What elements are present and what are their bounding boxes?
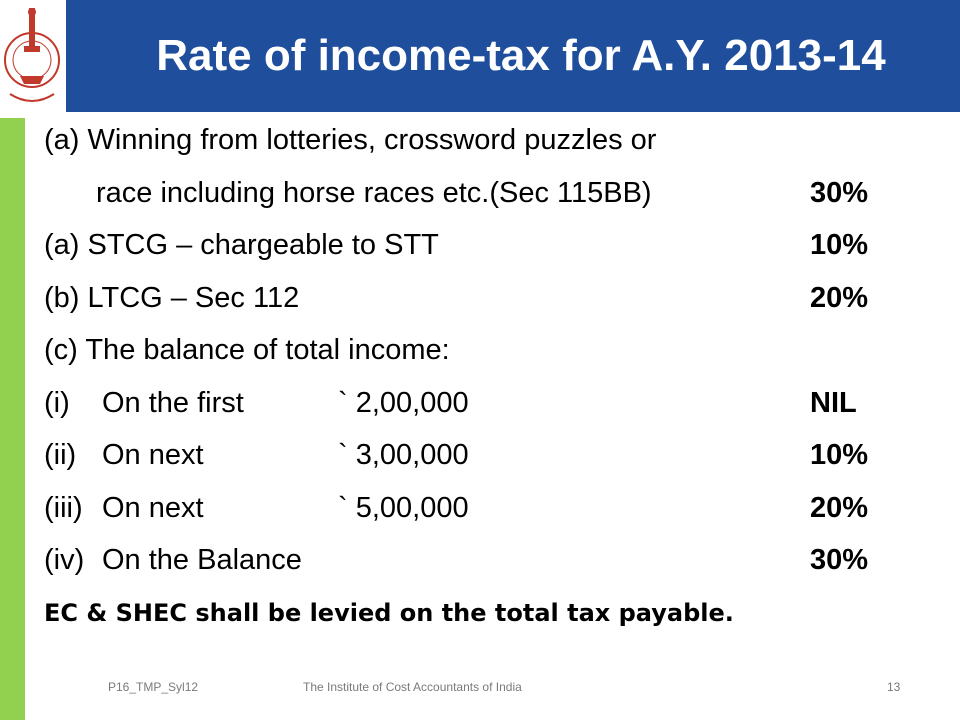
footer-org: The Institute of Cost Accountants of India bbox=[303, 680, 522, 694]
slab-amount: ` 2,00,000 bbox=[338, 386, 469, 419]
institute-logo bbox=[0, 0, 66, 118]
slab-row bbox=[44, 482, 924, 535]
page-number: 13 bbox=[887, 680, 901, 694]
cess-note: EC & SHEC shall be levied on the total tax payable. bbox=[44, 598, 734, 627]
slab-row bbox=[44, 534, 924, 587]
slab-label: On next bbox=[102, 491, 204, 524]
slab-index: (iii) bbox=[44, 491, 83, 524]
list-item bbox=[44, 219, 924, 272]
slab-label: On the first bbox=[102, 386, 244, 419]
tax-rates-list bbox=[44, 114, 924, 639]
accent-bar bbox=[0, 118, 25, 720]
row-text: (b) LTCG – Sec 112 bbox=[44, 281, 300, 314]
row-text: (a) Winning from lotteries, crossword puzzles or bbox=[44, 124, 657, 156]
row-text: (a) STCG – chargeable to STT bbox=[44, 229, 439, 261]
rate-value: 10% bbox=[810, 439, 869, 471]
list-item bbox=[44, 167, 924, 220]
rate-value: 20% bbox=[810, 281, 869, 314]
page-title: Rate of income-tax for A.Y. 2013-14 bbox=[156, 31, 886, 80]
list-item bbox=[44, 272, 924, 325]
slab-row bbox=[44, 429, 924, 482]
slab-amount: ` 5,00,000 bbox=[338, 491, 469, 524]
slab-index: (i) bbox=[44, 386, 70, 419]
slab-amount: ` 3,00,000 bbox=[338, 439, 469, 471]
seal-icon bbox=[2, 4, 62, 114]
slab-label: On the Balance bbox=[102, 544, 302, 576]
list-item bbox=[44, 114, 924, 167]
rate-value: 30% bbox=[810, 176, 869, 209]
slab-label: On next bbox=[102, 439, 204, 471]
rate-value: 30% bbox=[810, 544, 869, 576]
row-text: race including horse races etc.(Sec 115BB) bbox=[96, 176, 652, 209]
rate-value: 20% bbox=[810, 491, 869, 524]
footer-code: P16_TMP_Syl12 bbox=[108, 680, 199, 694]
slab-row bbox=[44, 377, 924, 430]
row-text: (c) The balance of total income: bbox=[44, 334, 450, 366]
title-banner bbox=[66, 0, 960, 112]
slab-index: (ii) bbox=[44, 439, 77, 471]
rate-value: 10% bbox=[810, 229, 869, 261]
rate-value: NIL bbox=[810, 386, 857, 419]
note-row bbox=[44, 587, 924, 640]
slab-index: (iv) bbox=[44, 544, 85, 576]
list-item bbox=[44, 324, 924, 377]
